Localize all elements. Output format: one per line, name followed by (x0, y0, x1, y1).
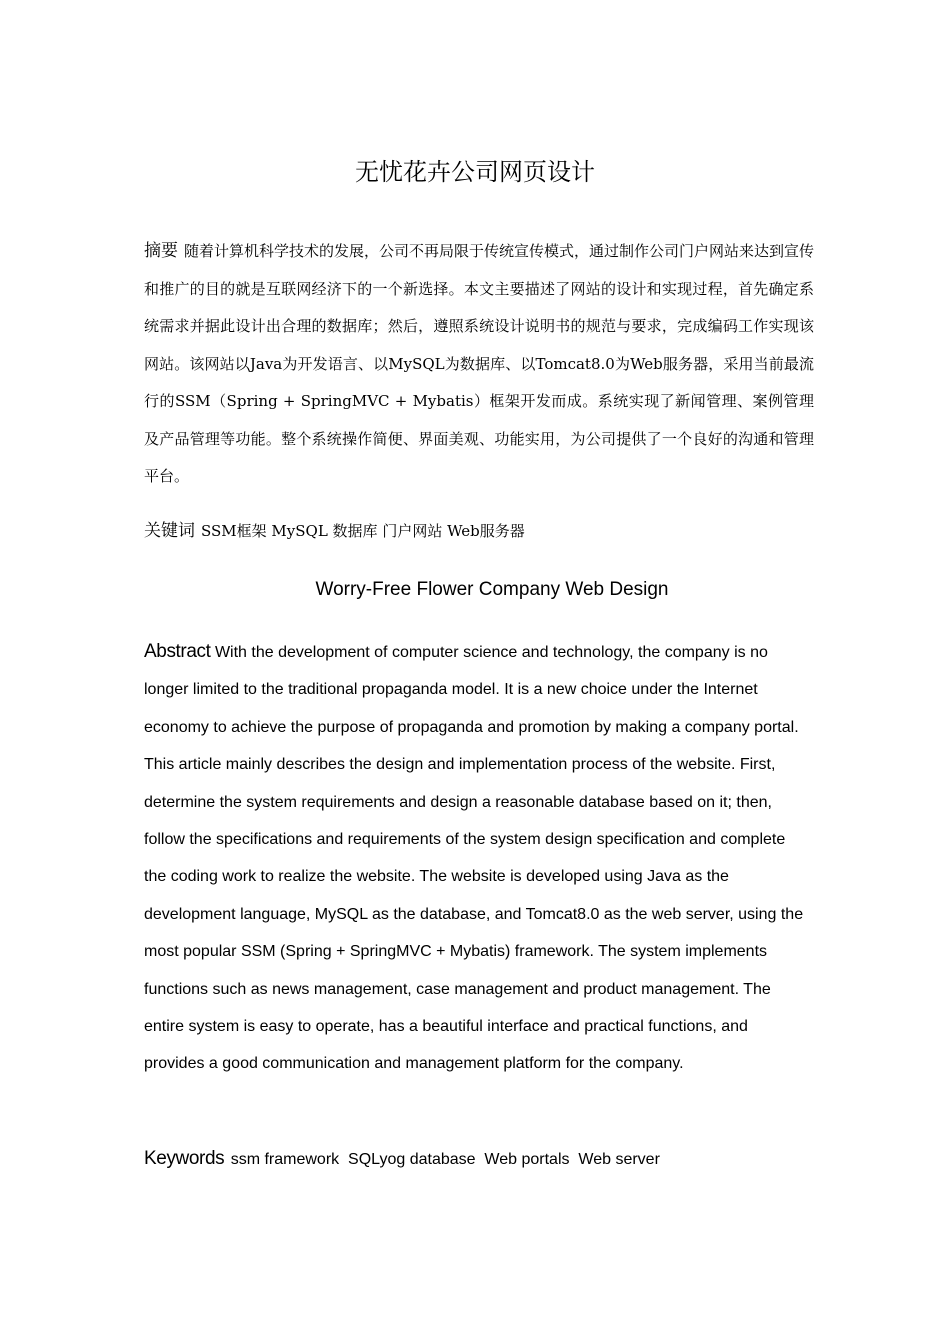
english-abstract-text: With the development of computer science and technology, the company is no longer limited to the traditional propaganda model. It is a new choice under the Internet economy to achieve the purpose of propaganda and promotion by making a company portal. This article mainly describes the design and implementation process of the website. First, determine the system requirements and design a reasonable database based on it; then, follow the specifications and requirements of the system design specification and complete the coding work to realize the website. The website is developed using Java as the development language, MySQL as the database, and Tomcat8.0 as the web server, using the most popular SSM (Spring + SpringMVC + Mybatis) framework. The system implements functions such as news management, case management and product management. The entire system is easy to operate, has a beautiful interface and practical functions, and provides a good communication and management platform for the company. (144, 644, 804, 1073)
english-keywords-label: Keywords (144, 1148, 225, 1169)
chinese-title: 无忧花卉公司网页设计 (355, 158, 595, 186)
english-abstract-label: Abstract (144, 641, 211, 662)
chinese-abstract (144, 233, 814, 496)
chinese-keywords-text: SSM框架 MySQL 数据库 门户网站 Web服务器 (201, 522, 525, 540)
english-keywords (144, 1145, 814, 1174)
chinese-keywords (144, 516, 814, 546)
chinese-abstract-label: 摘要 (144, 241, 178, 261)
chinese-abstract-text: 随着计算机科学技术的发展，公司不再局限于传统宣传模式，通过制作公司门户网站来达到宣传和推广的目的就是互联网经济下的一个新选择。本文主要描述了网站的设计和实现过程，首先确定系统需求并据此设计出合理的数据库；然后，遵照系统设计说明书的规范与要求，完成编码工作实现该网站。该网站以Java为开发语言、以MySQL为数据库、以Tomcat8.0为Web服务器，采用当前最流行的SSM（Spring + SpringMVC + Mybatis）框架开发而成。系统实现了新闻管理、案例管理及产品管理等功能。整个系统操作简便、界面美观、功能实用，为公司提供了一个良好的沟通和管理平台。 (144, 242, 815, 485)
english-keywords-text: ssm framework SQLyog database Web portals Web server (230, 1151, 660, 1168)
english-abstract (144, 633, 806, 1083)
chinese-keywords-label: 关键词 (144, 521, 195, 541)
english-title: Worry-Free Flower Company Web Design (315, 579, 669, 600)
